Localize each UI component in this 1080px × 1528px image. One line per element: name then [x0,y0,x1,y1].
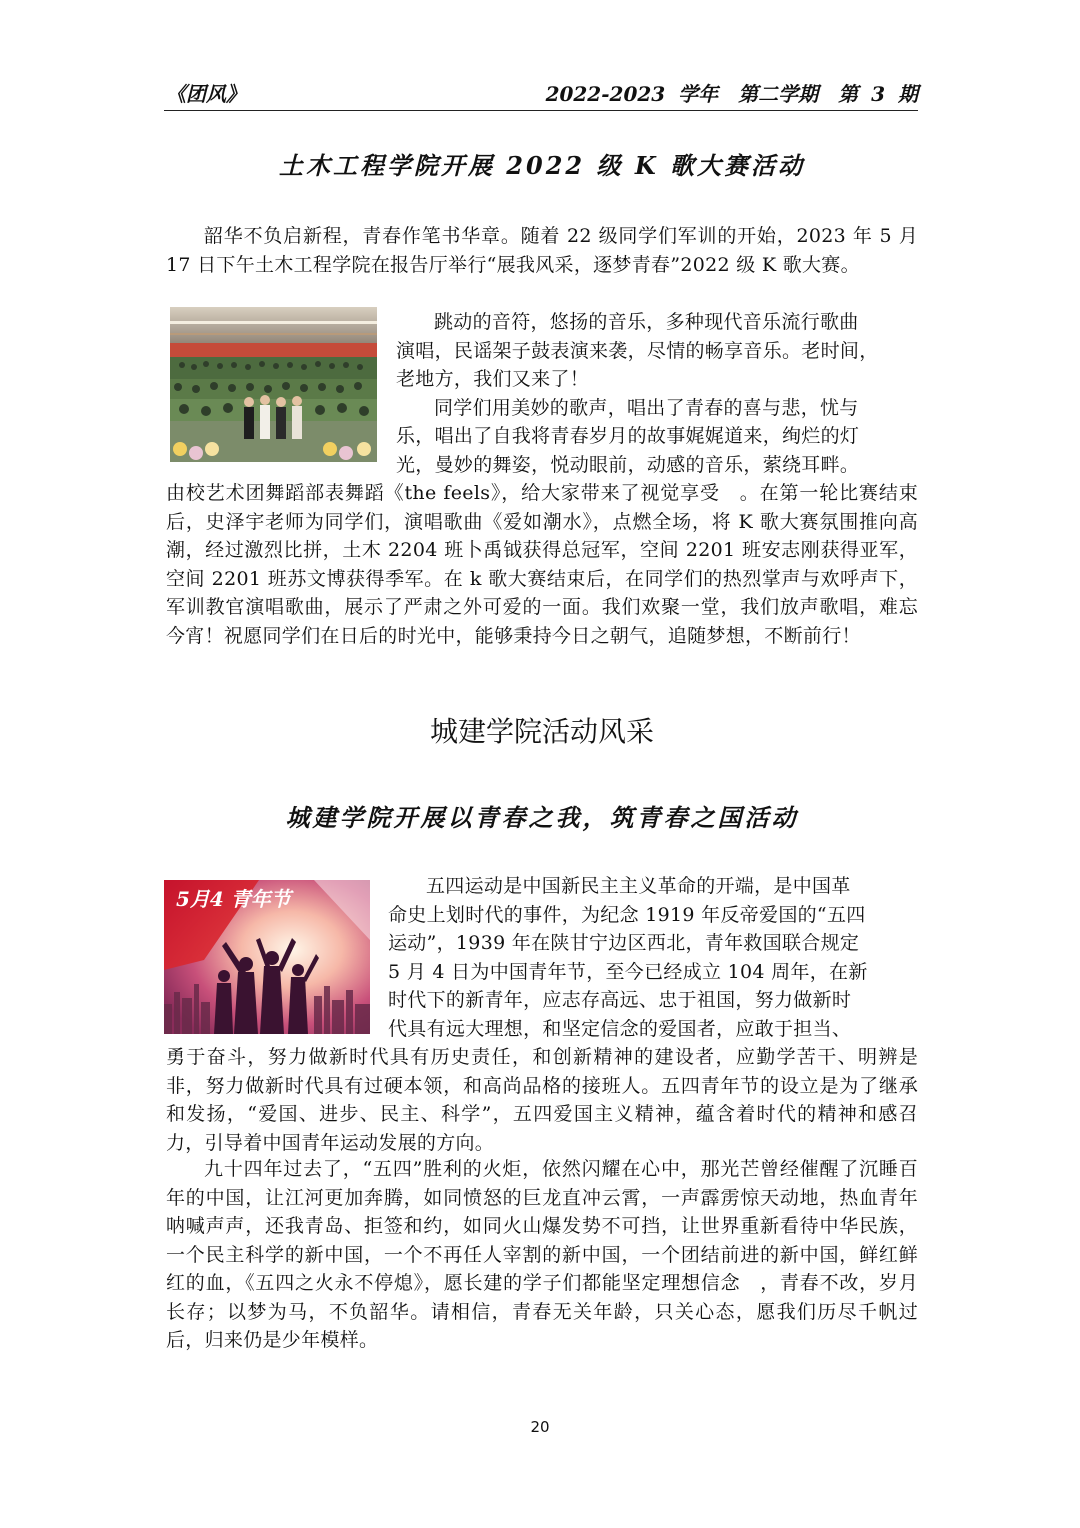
text-line: 光，曼妙的舞姿，悦动眼前，动感的音乐，萦绕耳畔。 [396,453,860,476]
text-line: 跳动的音符，悠扬的音乐，多种现代音乐流行歌曲 [434,311,859,333]
journal-name: 《团风》 [166,82,246,106]
article2-title: 城建学院开展以青春之我，筑青春之国活动 [285,803,799,832]
text-line: 老地方，我们又来了！ [396,368,590,390]
page-number: 20 [530,1418,550,1436]
running-header [166,78,918,112]
text-line: 运动”，1939 年在陕甘宁边区西北，青年救国联合规定 [388,932,860,954]
auditorium-photo [170,307,377,462]
article2-paragraph-1-top [388,872,918,1043]
section-title: 城建学院活动风采 [429,715,654,748]
article1-paragraph-3: 由校艺术团舞蹈部表舞蹈《the feels》，给大家带来了视觉享受 。在第一轮比赛结束后，史泽宇老师为同学们，演唱歌曲《爱如潮水》，点燃全场，将 K 歌大赛氛围推向高潮，经过激烈比拼，土木 2204 班卜禹钺获得总冠军，空间 2201 班安志刚获得亚军，空间 2201 班苏文博获得季军。在 k 歌大赛结束后，在同学们的热烈掌声与欢呼声下，军训教官演唱歌曲，展示了严肃之外可爱的一面。我们欢聚一堂，我们放声歌唱，难忘今宵！祝愿同学们在日后的时光中，能够秉持今日之朝气，追随梦想，不断前行！ [166,482,918,647]
text-line: 五四运动是中国新民主主义革命的开端，是中国革 [426,875,851,897]
text-line: 同学们用美妙的歌声，唱出了青春的喜与悲，忧与 [434,396,859,419]
text-line: 5 月 4 日为中国青年节，至今已经成立 104 周年，在新 [388,960,868,983]
header-divider [164,110,918,111]
youth-day-caption: 5月4 青年节 [176,887,291,911]
article1-paragraph-1: 韶华不负启新程，青春作笔书华章。随着 22 级同学们军训的开始，2023 年 5 月 17 日下午土木工程学院在报告厅举行“展我风采，逐梦青春”2022 级 K 歌大赛。 [166,225,918,276]
article2-paragraph-1-rest: 勇于奋斗，努力做新时代具有历史责任，和创新精神的建设者，应勤学苦干、明辨是非，努力做新时代具有过硬本领，和高尚品格的接班人。五四青年节的设立是为了继承和发扬，“爱国、进步、民主、科学”，五四爱国主义精神，蕴含着时代的精神和感召力，引导着中国青年运动发展的方向。 [166,1046,918,1154]
article2-paragraph-2: 九十四年过去了，“五四”胜利的火炬，依然闪耀在心中，那光芒曾经催醒了沉睡百年的中国，让江河更加奔腾，如同愤怒的巨龙直冲云霄，一声霹雳惊天动地，热血青年呐喊声声，还我青岛、拒签和约，如同火山爆发势不可挡，让世界重新看待中华民族，一个民主科学的新中国，一个不再任人宰割的新中国，一个团结前进的新中国，鲜红鲜红的血，《五四之火永不停熄》，愿长建的学子们都能坚定理想信念 ，青春不改，岁月长存；以梦为马，不负韶华。请相信，青春无关年龄，只关心态，愿我们历尽千帆过后，归来仍是少年模样。 [166,1158,918,1351]
youth-day-graphic [164,880,370,1034]
text-line: 乐，唱出了自我将青春岁月的故事娓娓道来，绚烂的灯 [396,425,860,447]
text-line: 演唱，民谣架子鼓表演来袭，尽情的畅享音乐。老时间， [396,339,879,362]
youth-day-illustration [164,880,370,1034]
text-line: 时代下的新青年，应志存高远、忠于祖国，努力做新时 [388,989,852,1011]
article1-paragraph-2 [396,308,918,479]
text-line: 命史上划时代的事件，为纪念 1919 年反帝爱国的“五四 [388,903,866,926]
text-line: 代具有远大理想，和坚定信念的爱国者，应敢于担当、 [388,1017,852,1040]
auditorium-photo-illustration [170,307,377,462]
article1-title: 土木工程学院开展 2022 级 K 歌大赛活动 [278,151,806,180]
issue-info: 2022-2023 学年 第二学期 第 3 期 [545,82,918,106]
